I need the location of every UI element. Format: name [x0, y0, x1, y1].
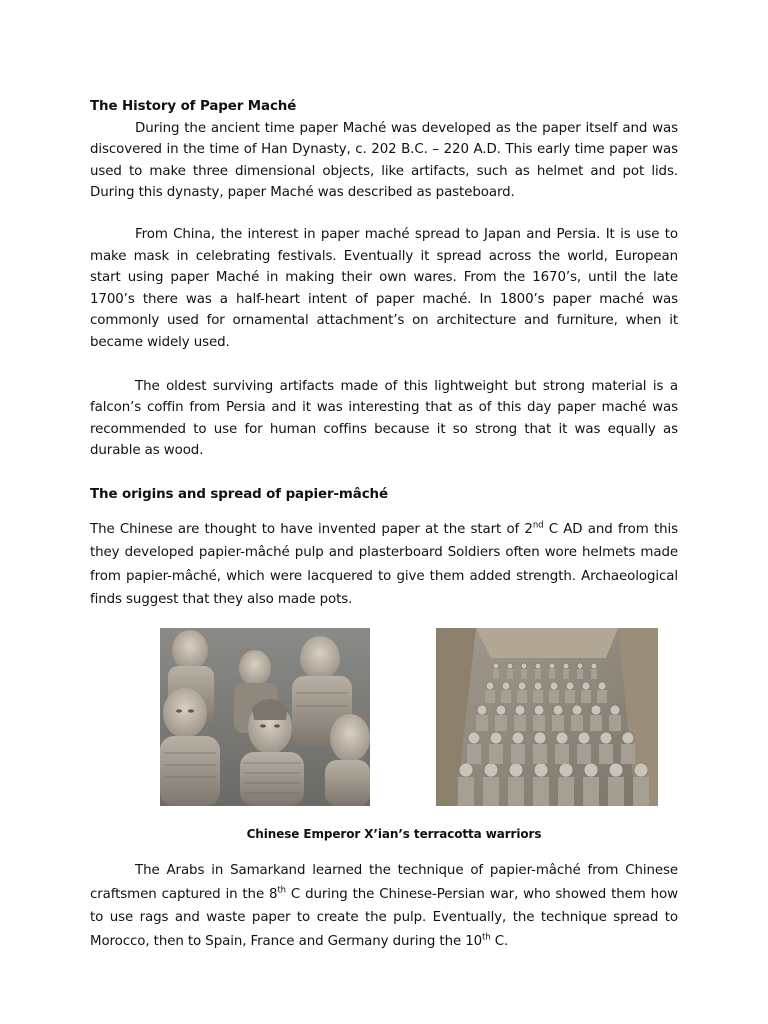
paragraph-history-2: From China, the interest in paper maché spread to Japan and Persia. It is use to make mask in celebrating festivals. Eventually it spread across the world, European start using paper Maché in making their own wares. From the 1670’s, until the late 1700’s there was a half-heart intent of paper maché. In 1800’s paper maché was commonly used for ornamental attachment’s on architecture and furniture, when it became widely used. — [90, 226, 678, 350]
figure-caption: Chinese Emperor X’ian’s terracotta warriors — [246, 826, 542, 841]
document-page — [90, 96, 678, 953]
paragraph-origins: The Chinese are thought to have invented paper at the start of 2nd C AD and from this they developed papier-mâché pulp and plasterboard Soldiers often wore helmets made from papier-mâché, which were lacquered to give them added strength. Archaeological finds suggest that they also made pots. — [90, 520, 678, 607]
figure-row — [90, 628, 678, 808]
paragraph-history-1: During the ancient time paper Maché was developed as the paper itself and was discovered in the time of Han Dynasty, c. 202 B.C. – 220 A.D. This early time paper was used to make three dimensional objects, like artifacts, such as helmet and pot lids. During this dynasty, paper Maché was described as pasteboard. — [90, 120, 678, 201]
heading-origins: The origins and spread of papier-mâché — [90, 486, 388, 502]
heading-history: The History of Paper Maché — [90, 99, 297, 114]
terracotta-army-pit-image — [436, 628, 658, 806]
terracotta-closeup-image — [160, 628, 370, 806]
paragraph-history-3: The oldest surviving artifacts made of this lightweight but strong material is a falcon’s coffin from Persia and it was interesting that as of this day paper maché was recommended to use for human coffins because it so strong that it was equally as durable as wood. — [90, 378, 678, 459]
paragraph-arabs: The Arabs in Samarkand learned the technique of papier-mâché from Chinese craftsmen captured in the 8th C during the Chinese-Persian war, who showed them how to use rags and waste paper to create the pulp. Eventually, the technique spread to Morocco, then to Spain, France and Germany during the 10th C. — [90, 863, 678, 949]
